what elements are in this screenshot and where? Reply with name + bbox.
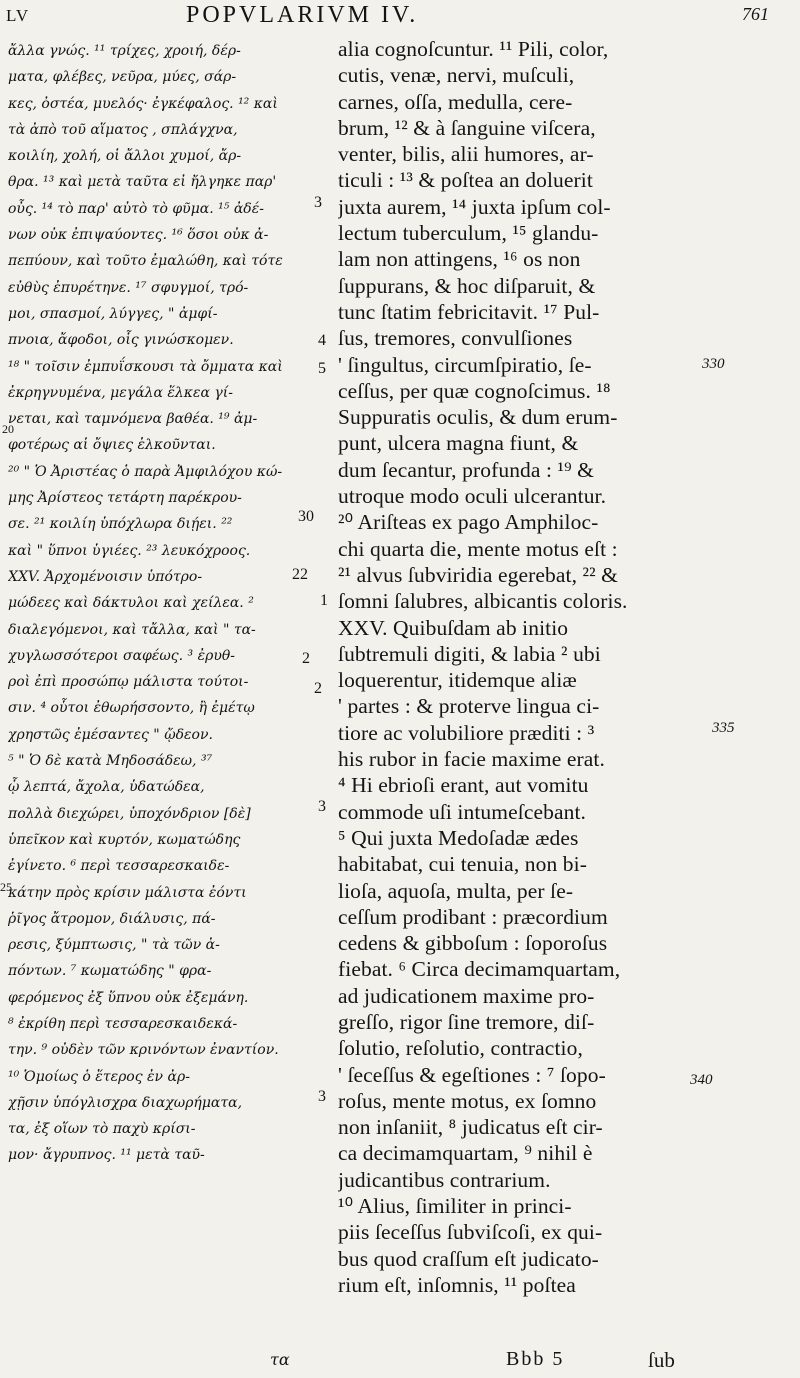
signature-mark: Bbb 5 — [506, 1348, 565, 1370]
greek-text-line: θρα. ¹³ καὶ μετὰ ταῦτα εἰ ἤλγηκε παρ' — [8, 174, 277, 191]
greek-text-line: ²⁰ " Ὁ Ἀριστέας ὁ παρὰ Ἀμφιλόχου κώ- — [8, 463, 283, 480]
latin-text-line: ¹⁰ Alius, ſimiliter in princi- — [338, 1194, 572, 1219]
latin-text-line: ſubtremuli digiti, & labia ² ubi — [338, 641, 601, 666]
greek-text-line: ροὶ ἐπὶ προσώπῳ μάλιστα τούτοι- — [8, 674, 249, 691]
latin-text-line: fiebat. ⁶ Circa decimamquartam, — [338, 957, 621, 982]
margin-ref-3c: 3 — [318, 1088, 326, 1105]
latin-text-line: ca decimamquartam, ⁹ nihil è — [338, 1141, 593, 1166]
greek-text-line: ¹⁰ Ὁμοίως ὁ ἕτερος ἐν ἀρ- — [8, 1068, 190, 1085]
latin-text-line: his rubor in facie maxime erat. — [338, 747, 605, 772]
latin-text-line: ſus, tremores, convulſiones — [338, 326, 573, 351]
latin-text-line: lectum tuberculum, ¹⁵ glandu- — [338, 221, 599, 246]
latin-text-line: punt, ulcera magna fiunt, & — [338, 431, 579, 456]
margin-ref-20: 20 — [2, 422, 14, 436]
latin-text-line: roſus, mente motus, ex ſomno — [338, 1088, 597, 1113]
latin-text-line: ⁴ Hi ebrioſi erant, aut vomitu — [338, 773, 589, 798]
latin-text-line: cutis, venæ, nervi, muſculi, — [338, 63, 575, 88]
greek-text-line: φοτέρως αἱ ὄψιες ἑλκοῦνται. — [8, 437, 216, 454]
greek-text-line: ἐκρηγνυμένα, μεγάλα ἕλκεα γί- — [8, 384, 233, 401]
latin-text-line: ' ſeceſſus & egeſtiones : ⁷ ſopo- — [338, 1062, 606, 1087]
greek-text-line: διαλεγόμενοι, καὶ τἄλλα, καὶ " τα- — [8, 621, 256, 638]
greek-text-line: νων οὐκ ἐπιψαύοντες. ¹⁶ ὅσοι οὐκ ἀ- — [8, 227, 269, 244]
greek-text-line: πεπύουν, καὶ τοῦτο ἐμαλώθη, καὶ τότε — [8, 253, 283, 270]
margin-ref-22: 22 — [292, 566, 308, 583]
margin-ref-30: 30 — [298, 508, 314, 525]
latin-text-line: ſolutio, reſolutio, contractio, — [338, 1036, 583, 1061]
latin-text-line: ⁵ Qui juxta Medoſadæ ædes — [338, 825, 579, 850]
greek-text-line: πολλὰ διεχώρει, ὑποχόνδριον [δὲ] — [8, 805, 251, 822]
margin-ref-25: 25 — [0, 880, 12, 894]
greek-text-line: οὖς. ¹⁴ τὸ παρ' αὐτὸ τὸ φῦμα. ¹⁵ ἀδέ- — [8, 200, 264, 217]
greek-text-line: εὐθὺς ἐπυρέτηνε. ¹⁷ σφυγμοί, τρό- — [8, 279, 249, 296]
greek-text-line: φερόμενος ἐξ ὕπνου οὐκ ἐξεμάνη. — [8, 989, 249, 1006]
latin-text-line: dum ſecantur, profunda : ¹⁹ & — [338, 457, 594, 482]
latin-catchword: ſub — [648, 1348, 675, 1372]
greek-text-line: μοι, σπασμοί, λύγγες, " ἀμφί- — [8, 305, 218, 322]
greek-text-line: κες, ὀστέα, μυελός· ἐγκέφαλος. ¹² καὶ — [8, 95, 278, 112]
greek-text-line: χυγλωσσότεροι σαφέως. ³ ἐρυθ- — [8, 647, 236, 664]
greek-text-line: καὶ " ὕπνοι ὑγιέες. ²³ λευκόχροος. — [8, 542, 251, 559]
line-number-340: 340 — [690, 1072, 713, 1088]
latin-text-line: chi quarta die, mente motus eſt : — [338, 536, 618, 561]
latin-text-line: carnes, oſſa, medulla, cere- — [338, 89, 573, 114]
running-head-left: LV — [6, 6, 30, 25]
greek-text-line: σε. ²¹ κοιλίη ὑπόχλωρα διῄει. ²² — [8, 516, 233, 533]
line-number-335: 335 — [712, 720, 735, 736]
latin-text-line: ' ſingultus, circumſpiratio, ſe- — [338, 352, 592, 377]
latin-text-line: ſomni ſalubres, albicantis coloris. — [338, 589, 628, 614]
greek-text-line: ὑπεῖκον καὶ κυρτόν, κωματώδης — [8, 831, 241, 848]
latin-text-line: utroque modo oculi ulcerantur. — [338, 484, 607, 509]
latin-text-line: greſſo, rigor ſine tremore, diſ- — [338, 1009, 595, 1034]
latin-text-line: XXV. Quibuſdam ab initio — [338, 615, 569, 640]
latin-text-line: ' partes : & proterve lingua ci- — [338, 694, 600, 719]
greek-text-line: ματα, φλέβες, νεῦρα, μύες, σάρ- — [8, 69, 237, 86]
greek-text-line: ⁸ ἐκρίθη περὶ τεσσαρεσκαιδεκά- — [8, 1015, 238, 1032]
greek-text-line: ρεσις, ξύμπτωσις, " τὰ τῶν ἀ- — [8, 937, 220, 954]
latin-text-line: loquerentur, itidemque aliæ — [338, 668, 577, 693]
greek-text-line: ῥῖγος ἄτρομον, διάλυσις, πά- — [8, 910, 216, 927]
latin-text-line: ceſſus, per quæ cognoſcimus. ¹⁸ — [338, 378, 611, 403]
running-title: POPVLARIVM IV. — [186, 2, 419, 28]
margin-ref-4: 4 — [318, 332, 326, 349]
latin-text-line: lioſa, aquoſa, multa, per ſe- — [338, 878, 574, 903]
greek-text-line: πόντων. ⁷ κωματώδης " φρα- — [8, 963, 212, 980]
margin-ref-1: 1 — [320, 592, 328, 609]
greek-text-line: τὰ ἀπὸ τοῦ αἵματος , σπλάγχνα, — [8, 121, 238, 138]
latin-text-line: ad judicationem maxime pro- — [338, 983, 595, 1008]
greek-text-line: μον· ἄγρυπνος. ¹¹ μετὰ ταῦ- — [8, 1147, 205, 1164]
greek-text-line: κάτην πρὸς κρίσιν μάλιστα ἐόντι — [8, 884, 247, 901]
latin-text-line: ſuppurans, & hoc diſparuit, & — [338, 273, 596, 298]
latin-text-line: cedens & gibboſum : ſoporoſus — [338, 931, 608, 956]
greek-text-line: σιν. ⁴ οὗτοι ἐθωρήσσοντο, ἢ ἐμέτῳ — [8, 700, 255, 717]
greek-text-line: ¹⁸ " τοῖσιν ἐμπυΐσκουσι τὰ ὄμματα καὶ — [8, 358, 283, 375]
page-number: 761 — [742, 4, 769, 24]
latin-text-line: non inſaniit, ⁸ judicatus eſt cir- — [338, 1115, 603, 1140]
greek-text-line: ⁵ " Ὁ δὲ κατὰ Μηδοσάδεω, ³⁷ — [8, 753, 213, 770]
latin-text-line: rium eſt, inſomnis, ¹¹ poſtea — [338, 1272, 576, 1297]
latin-text-line: alia cognoſcuntur. ¹¹ Pili, color, — [338, 37, 609, 61]
latin-text-line: tunc ſtatim febricitavit. ¹⁷ Pul- — [338, 299, 600, 324]
greek-text-line: χῇσιν ὑπόγλισχρα διαχωρήματα, — [8, 1094, 243, 1111]
latin-text-line: bus quod craſſum eſt judicato- — [338, 1246, 599, 1271]
latin-text-line: brum, ¹² & à ſanguine viſcera, — [338, 115, 596, 140]
greek-text-line: ἐγίνετο. ⁶ περὶ τεσσαρεσκαιδε- — [8, 858, 230, 875]
greek-text-line: νεται, καὶ ταμνόμενα βαθέα. ¹⁹ ἀμ- — [8, 411, 258, 428]
greek-text-line: μώδεες καὶ δάκτυλοι καὶ χείλεα. ² — [8, 595, 254, 612]
latin-text-line: commode uſi intumeſcebant. — [338, 799, 586, 824]
greek-text-line: ἄλλα γνώς. ¹¹ τρίχες, χροιή, δέρ- — [8, 43, 241, 59]
greek-text-line: XXV. Ἀρχομένοισιν ὑπότρο- — [8, 568, 203, 585]
margin-ref-3b: 3 — [318, 798, 326, 815]
margin-ref-5: 5 — [318, 360, 326, 377]
latin-text-line: ticuli : ¹³ & poſtea an doluerit — [338, 168, 593, 193]
latin-text-line: Suppuratis oculis, & dum erum- — [338, 405, 618, 430]
latin-text-line: juxta aurem, ¹⁴ juxta ipſum col- — [338, 194, 611, 219]
greek-text-line: πνοια, ἄφοδοι, οἷς γινώσκομεν. — [8, 332, 234, 349]
latin-text-line: ²⁰ Ariſteas ex pago Amphiloc- — [338, 510, 599, 535]
latin-text-line: ceſſum prodibant : præcordium — [338, 904, 608, 929]
latin-text-line: ²¹ alvus ſubviridia egerebat, ²² & — [338, 562, 618, 587]
greek-catchword: τα — [270, 1350, 290, 1369]
latin-text-line: venter, bilis, alii humores, ar- — [338, 142, 594, 167]
margin-ref-2b: 2 — [314, 680, 322, 697]
greek-text-line: την. ⁹ οὐδὲν τῶν κρινόντων ἐναντίον. — [8, 1042, 279, 1059]
margin-ref-2a: 2 — [302, 650, 310, 667]
margin-ref-3: 3 — [314, 194, 322, 211]
greek-text-line: μης Ἀρίστεος τετάρτη παρέκρου- — [8, 490, 242, 507]
line-number-330: 330 — [702, 356, 725, 372]
greek-text-line: κοιλίη, χολή, οἱ ἄλλοι χυμοί, ἄρ- — [8, 148, 242, 165]
latin-text-line: habitabat, cui tenuia, non bi- — [338, 852, 587, 877]
greek-text-line: τα, ἐξ οἵων τὸ παχὺ κρίσι- — [8, 1121, 196, 1138]
greek-text-column — [8, 38, 318, 1169]
latin-text-column — [338, 36, 690, 1298]
greek-text-line: χρηστῶς ἐμέσαντες " ᾤδεον. — [8, 726, 213, 743]
latin-text-line: lam non attingens, ¹⁶ os non — [338, 247, 581, 272]
latin-text-line: judicantibus contrarium. — [338, 1167, 551, 1192]
latin-text-line: piis ſeceſſus ſubviſcoſi, ex qui- — [338, 1220, 603, 1245]
greek-text-line: ᾧ λεπτά, ἄχολα, ὑδατώδεα, — [8, 779, 205, 796]
latin-text-line: tiore ac volubiliore præditi : ³ — [338, 720, 595, 745]
